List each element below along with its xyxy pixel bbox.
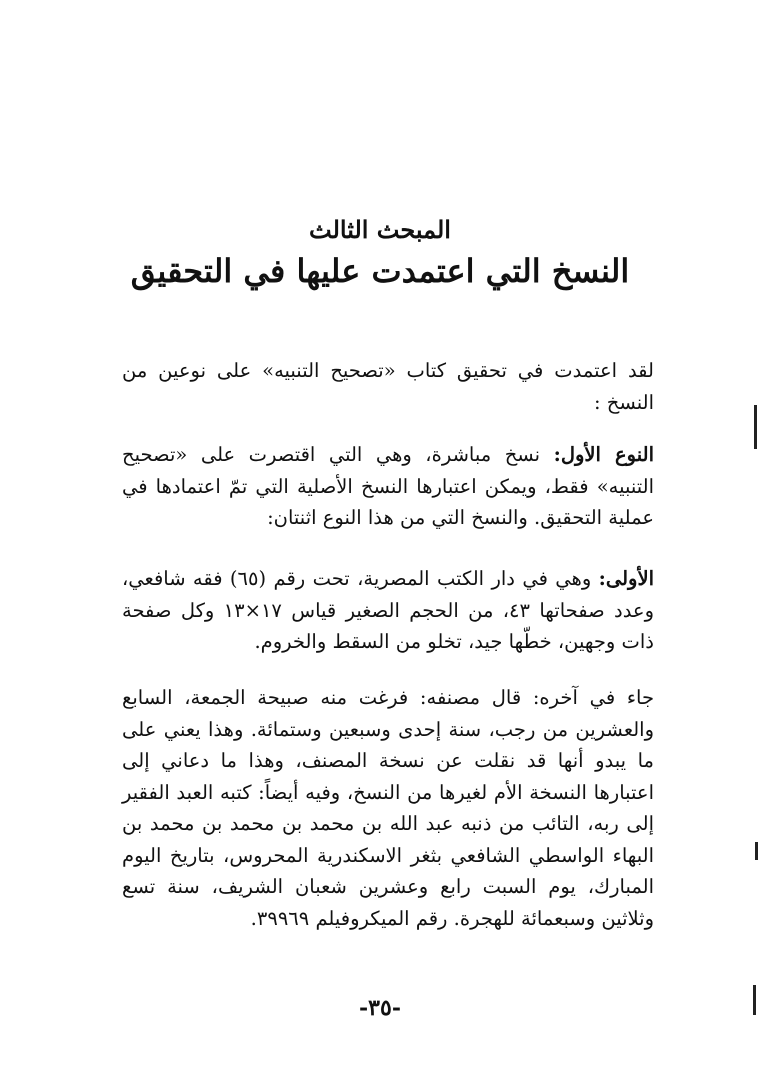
section-title: النسخ التي اعتمدت عليها في التحقيق bbox=[130, 252, 630, 290]
first-type-paragraph bbox=[122, 439, 654, 534]
paragraph-lead: الأولى: bbox=[598, 567, 654, 590]
first-copy-paragraph bbox=[122, 563, 654, 658]
paragraph-text: جاء في آخره: قال مصنفه: فرغت منه صبيحة الجمعة، السابع والعشرين من رجب، سنة إحدى وسبعين وستمائة. وهذا يعني على ما يبدو أنها قد نقلت عن نسخة المصنف، وهذا ما دعاني إلى اعتبارها النسخة الأم لغيرها من النسخ، وفيه أيضاً: كتبه العبد الفقير إلى ربه، التائب من ذنبه عبد الله بن محمد بن محمد بن محمد بن البهاء الواسطي الشافعي بثغر الاسكندرية المحروس، بتاريخ اليوم المبارك، يوم السبت رابع وعشرين شعبان الشريف، سنة تسع وثلاثين وسبعمائة للهجرة. رقم الميكروفيلم ٣٩٩٦٩. bbox=[122, 686, 654, 930]
paragraph-text: نسخ مباشرة، وهي التي اقتصرت على «تصحيح التنبيه» فقط، ويمكن اعتبارها النسخ الأصلية التي تمّ اعتمادها في عملية التحقيق. والنسخ التي من هذا النوع اثنتان: bbox=[122, 443, 654, 529]
scan-edge-mark bbox=[754, 405, 757, 449]
paragraph-lead: النوع الأول: bbox=[553, 443, 654, 466]
scan-edge-mark bbox=[753, 985, 756, 1015]
scan-edge-mark bbox=[755, 842, 758, 860]
paragraph-text: لقد اعتمدت في تحقيق كتاب «تصحيح التنبيه» على نوعين من النسخ : bbox=[122, 359, 654, 414]
section-label: المبحث الثالث bbox=[309, 215, 451, 244]
intro-paragraph bbox=[122, 355, 654, 418]
page-number: -٣٥- bbox=[359, 995, 401, 1021]
paragraph-text: وهي في دار الكتب المصرية، تحت رقم (٦٥) فقه شافعي، وعدد صفحاتها ٤٣، من الحجم الصغير قياس ١٧×١٣ وكل صفحة ذات وجهين، خطّها جيد، تخلو من السقط والخروم. bbox=[122, 567, 654, 653]
colophon-paragraph bbox=[122, 682, 654, 934]
